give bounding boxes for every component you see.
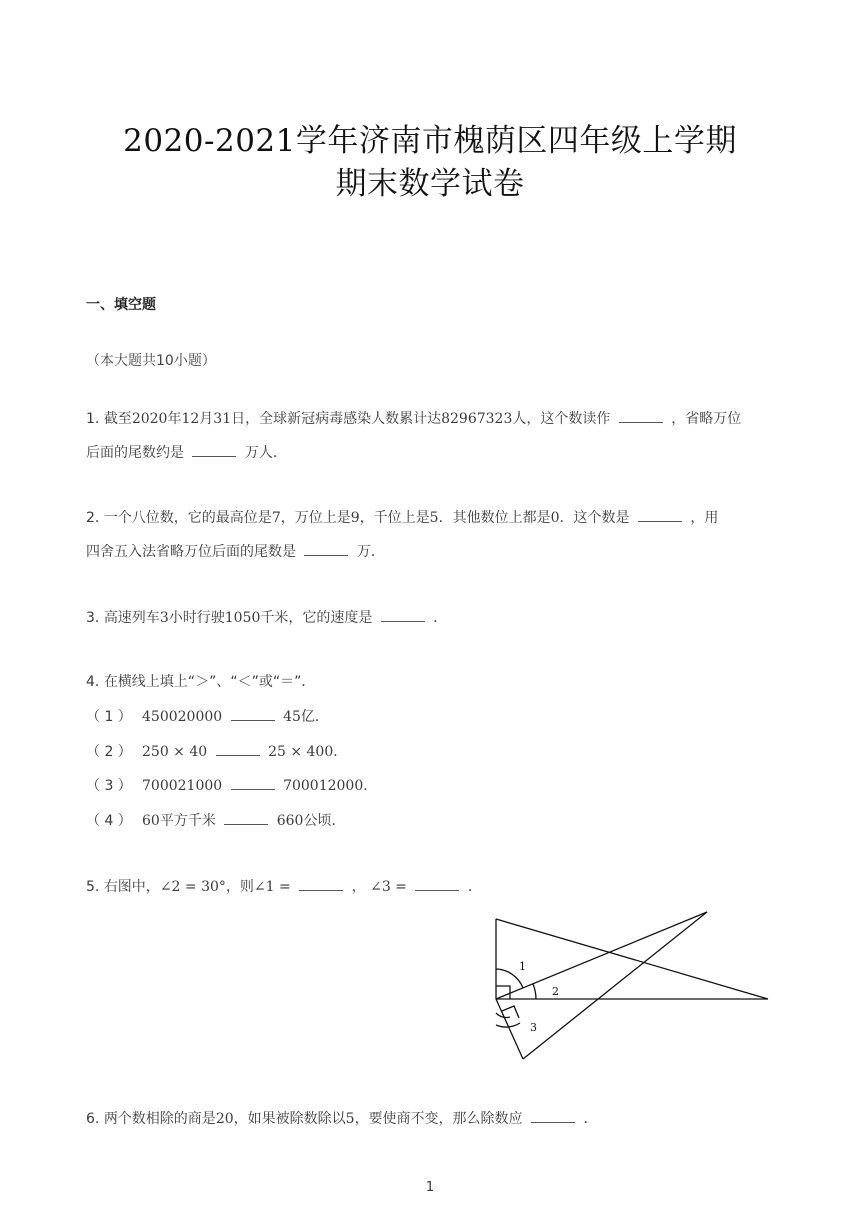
right-value: 700012000 bbox=[283, 778, 364, 794]
text: 千米，它的速度是 bbox=[260, 610, 373, 626]
page-number: 1 bbox=[425, 1180, 435, 1195]
text: 一个八位数，它的最高位是 bbox=[103, 510, 272, 526]
text: 截至 bbox=[103, 411, 132, 427]
right-unit: 公顷． bbox=[303, 813, 346, 829]
number: 2020 bbox=[131, 411, 168, 427]
answer-blank[interactable] bbox=[531, 1109, 575, 1123]
question-number: 4. bbox=[86, 674, 100, 690]
text: 人，这个数读作 bbox=[512, 411, 611, 427]
question-1-line-2 bbox=[86, 443, 287, 462]
question-4-item-1 bbox=[86, 707, 329, 726]
text: ． bbox=[583, 1111, 598, 1127]
right-value: 45 bbox=[283, 709, 301, 725]
math: ∠3 = bbox=[370, 879, 407, 895]
text: 年 bbox=[167, 411, 182, 427]
question-6 bbox=[86, 1109, 597, 1128]
number: 7 bbox=[271, 510, 281, 526]
math: ∠2 = 30° bbox=[159, 879, 226, 895]
question-4-item-2 bbox=[86, 742, 347, 761]
item-index: （ 2 ） bbox=[86, 744, 132, 760]
angle-label-3: 3 bbox=[530, 1021, 537, 1034]
text: ，则 bbox=[225, 879, 254, 895]
text: ，万位上是 bbox=[280, 510, 351, 526]
text: ． bbox=[467, 879, 482, 895]
left-unit: 平方千米 bbox=[159, 813, 216, 829]
question-1-line-1 bbox=[86, 409, 741, 428]
text: 日，全球新冠病毒感染人数累计达 bbox=[231, 411, 442, 427]
text: ．这个数是 bbox=[559, 510, 630, 526]
answer-blank[interactable] bbox=[381, 608, 425, 622]
answer-blank[interactable] bbox=[192, 443, 236, 457]
right-unit: ． bbox=[363, 778, 378, 794]
text: 月 bbox=[199, 411, 214, 427]
answer-blank[interactable] bbox=[304, 542, 348, 556]
item-index: （ 3 ） bbox=[86, 778, 132, 794]
text: ，如果被除数除以 bbox=[233, 1111, 346, 1127]
math: ∠1 = bbox=[253, 879, 291, 895]
answer-blank[interactable] bbox=[638, 508, 682, 522]
number: 20 bbox=[215, 1111, 234, 1127]
number: 5 bbox=[345, 1111, 355, 1127]
text: ，千位上是 bbox=[359, 510, 430, 526]
text: ．其他数位上都是 bbox=[438, 510, 551, 526]
right-unit: ． bbox=[333, 744, 348, 760]
question-5 bbox=[86, 877, 482, 896]
question-number: 2. bbox=[86, 510, 100, 526]
text: 四舍五入法省略万位后面的尾数是 bbox=[86, 544, 296, 560]
number: 31 bbox=[213, 411, 232, 427]
number: 0 bbox=[550, 510, 560, 526]
text: 后面的尾数约是 bbox=[86, 445, 184, 461]
question-4-prompt bbox=[86, 673, 315, 691]
right-unit: 亿． bbox=[300, 709, 329, 725]
question-4-item-4 bbox=[86, 811, 345, 830]
answer-blank[interactable] bbox=[224, 811, 268, 825]
text: 在横线上填上“＞”、“＜”或“＝”． bbox=[103, 674, 316, 690]
long-cross-line bbox=[523, 912, 707, 1059]
right-value: 25 × 400 bbox=[268, 744, 334, 760]
number: 12 bbox=[181, 411, 200, 427]
question-4-item-3 bbox=[86, 776, 377, 795]
angle-2-arc bbox=[533, 984, 536, 999]
angle-label-1: 1 bbox=[519, 960, 526, 973]
angle-label-2: 2 bbox=[552, 985, 559, 998]
text: 小时行驶 bbox=[168, 610, 225, 626]
number: 1050 bbox=[224, 610, 261, 626]
item-index: （ 4 ） bbox=[86, 813, 132, 829]
number: 9 bbox=[350, 510, 360, 526]
answer-blank[interactable] bbox=[619, 409, 663, 423]
text: 两个数相除的商是 bbox=[103, 1111, 216, 1127]
left-value: 450020000 bbox=[142, 709, 223, 725]
number: 3 bbox=[159, 610, 169, 626]
text: ， bbox=[351, 879, 366, 895]
text: ，用 bbox=[690, 510, 719, 526]
left-value: 250 × 40 bbox=[142, 744, 208, 760]
text: ，要使商不变，那么除数应 bbox=[354, 1111, 523, 1127]
title-line-1: 2020-2021学年济南市槐荫区四年级上学期 bbox=[123, 123, 737, 159]
text: 万． bbox=[356, 544, 385, 560]
right-angle-mark-lower bbox=[502, 1006, 519, 1018]
number: 5 bbox=[429, 510, 439, 526]
left-value: 700021000 bbox=[142, 778, 223, 794]
question-2-line-2 bbox=[86, 542, 385, 561]
question-number: 6. bbox=[86, 1111, 100, 1127]
item-index: （ 1 ） bbox=[86, 709, 132, 725]
section-note: （本大题共10小题） bbox=[86, 353, 216, 369]
section-heading: 一、填空题 bbox=[86, 297, 156, 313]
number: 82967323 bbox=[441, 411, 513, 427]
ray-upper bbox=[496, 912, 707, 999]
text: ，省略万位 bbox=[671, 411, 742, 427]
answer-blank[interactable] bbox=[299, 877, 343, 891]
text: 右图中， bbox=[103, 879, 160, 895]
title-line-2: 期末数学试卷 bbox=[335, 166, 525, 202]
right-value: 660 bbox=[276, 813, 304, 829]
question-3 bbox=[86, 608, 447, 627]
text: 高速列车 bbox=[103, 610, 160, 626]
left-value: 60 bbox=[142, 813, 160, 829]
hypotenuse bbox=[496, 919, 768, 999]
text: ． bbox=[433, 610, 448, 626]
question-2-line-1 bbox=[86, 508, 718, 527]
answer-blank[interactable] bbox=[415, 877, 459, 891]
right-angle-mark-upper bbox=[496, 986, 510, 999]
answer-blank[interactable] bbox=[231, 776, 275, 790]
answer-blank[interactable] bbox=[231, 707, 275, 721]
answer-blank[interactable] bbox=[216, 742, 260, 756]
question-number: 1. bbox=[86, 411, 100, 427]
question-number: 5. bbox=[86, 879, 100, 895]
text: 万人． bbox=[244, 445, 287, 461]
question-number: 3. bbox=[86, 610, 100, 626]
angle-figure bbox=[480, 900, 780, 1070]
